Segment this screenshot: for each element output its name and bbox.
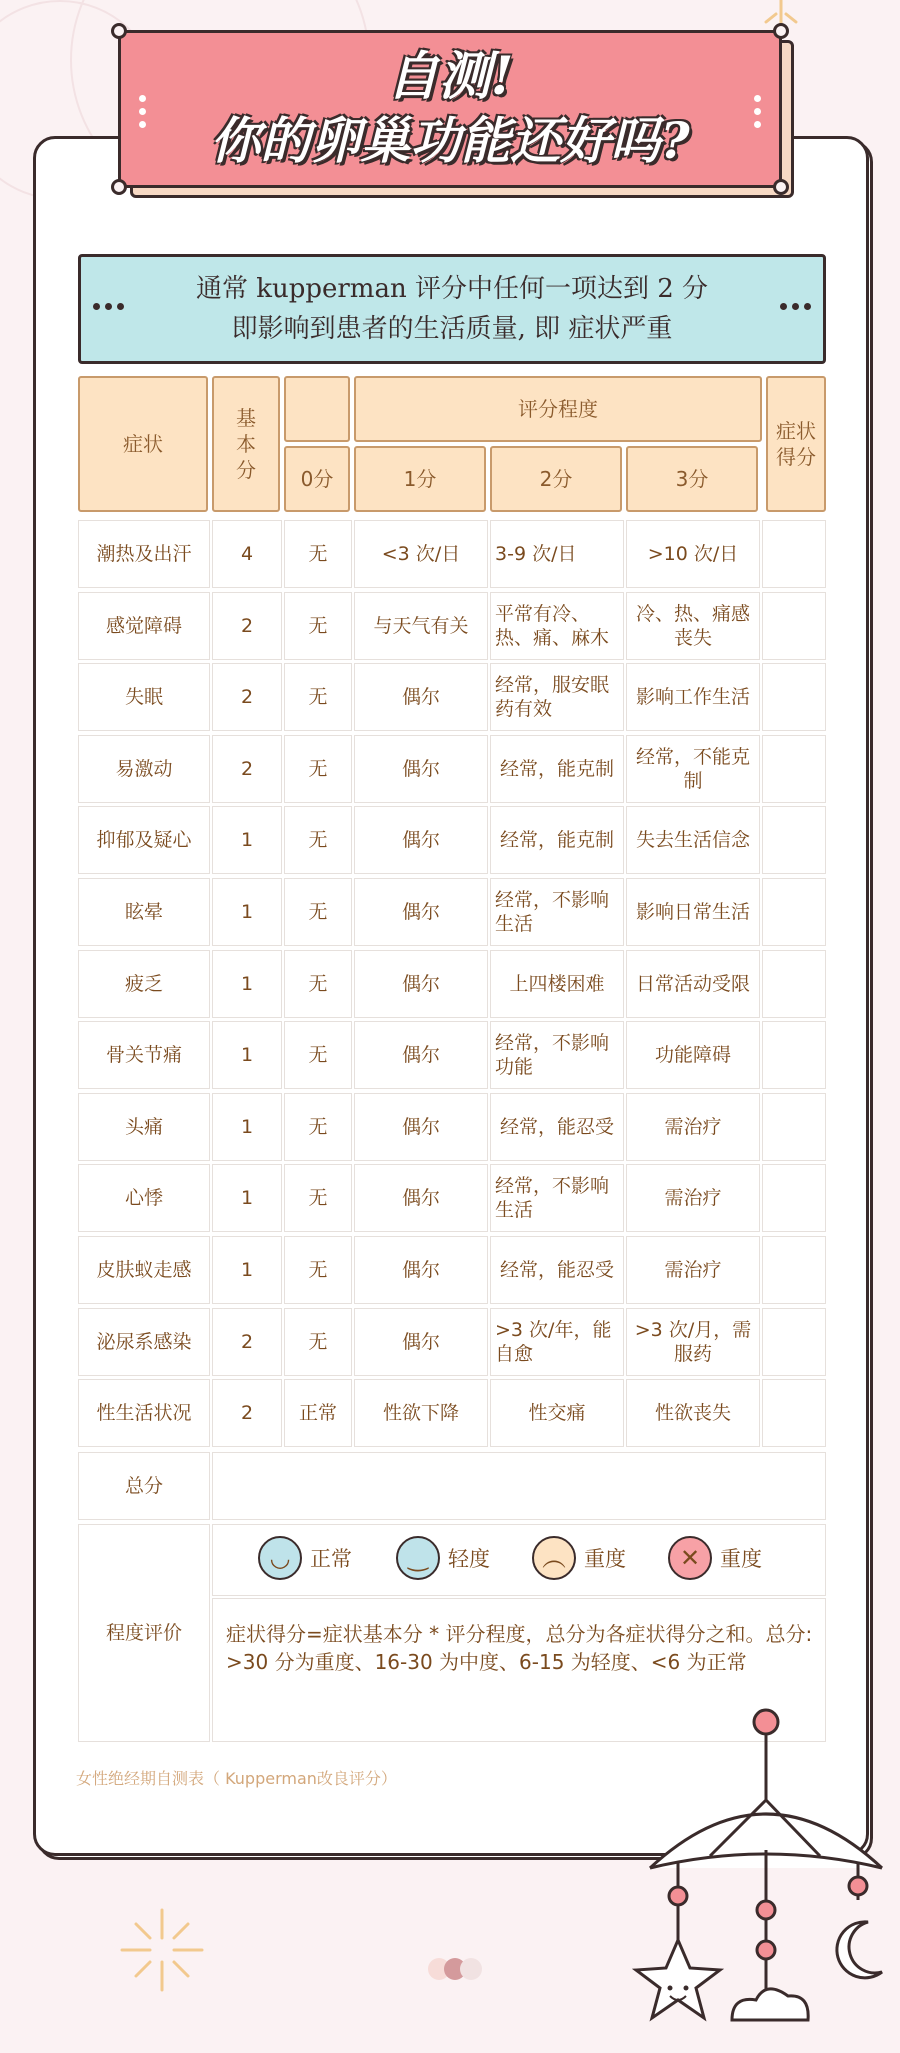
score1-cell: 偶尔 [354, 735, 488, 803]
score0-cell: 无 [284, 663, 352, 731]
score2-cell: 3-9 次/日 [490, 520, 624, 588]
page-title-line1: 自测! [386, 46, 514, 107]
score1-cell: 偶尔 [354, 1308, 488, 1376]
symptom-cell: 感觉障碍 [78, 592, 210, 660]
base-score-cell: 2 [212, 1308, 282, 1376]
title-banner [118, 30, 782, 188]
total-value [212, 1452, 826, 1520]
score0-cell: 无 [284, 592, 352, 660]
base-score-cell: 1 [212, 1093, 282, 1161]
score3-cell: 失去生活信念 [626, 806, 760, 874]
table-row [78, 1021, 826, 1089]
table-row [78, 1308, 826, 1376]
header-blank [284, 376, 350, 442]
symptom-cell: 头痛 [78, 1093, 210, 1161]
symptom-score-cell [762, 663, 826, 731]
symptom-cell: 失眠 [78, 663, 210, 731]
symptom-score-cell [762, 1308, 826, 1376]
score2-cell: 经常，能忍受 [490, 1236, 624, 1304]
score1-cell: 偶尔 [354, 950, 488, 1018]
score2-cell: 经常，能克制 [490, 735, 624, 803]
score1-cell: 与天气有关 [354, 592, 488, 660]
score1-cell: 偶尔 [354, 1164, 488, 1232]
symptom-cell: 皮肤蚁走感 [78, 1236, 210, 1304]
symptom-score-cell [762, 1021, 826, 1089]
score2-cell: 经常，不影响生活 [490, 1164, 624, 1232]
score0-cell: 无 [284, 950, 352, 1018]
neutral-face-icon: ‿ [396, 1536, 440, 1580]
score3-cell: 冷、热、痛感丧失 [626, 592, 760, 660]
score2-cell: 性交痛 [490, 1379, 624, 1447]
score0-cell: 无 [284, 878, 352, 946]
base-score-cell: 1 [212, 1021, 282, 1089]
legend-mild [396, 1536, 490, 1580]
score2-cell: 经常，不影响生活 [490, 878, 624, 946]
legend-label: 重度 [584, 1547, 626, 1571]
symptom-cell: 眩晕 [78, 878, 210, 946]
legend-label: 正常 [310, 1547, 352, 1571]
score2-cell: 经常，不影响功能 [490, 1021, 624, 1089]
header-base-score: 基本分 [212, 376, 280, 512]
score1-cell: 偶尔 [354, 663, 488, 731]
baby-mobile-icon [620, 1700, 900, 2053]
symptom-score-cell [762, 1164, 826, 1232]
base-score-cell: 1 [212, 806, 282, 874]
score3-cell: 影响日常生活 [626, 878, 760, 946]
score1-cell: 偶尔 [354, 1093, 488, 1161]
header-level-1: 1分 [354, 446, 486, 512]
base-score-cell: 1 [212, 950, 282, 1018]
header-level-3: 3分 [626, 446, 758, 512]
symptom-score-cell [762, 806, 826, 874]
subtitle-line2: 即影响到患者的生活质量, 即 症状严重 [231, 314, 673, 344]
symptom-cell: 疲乏 [78, 950, 210, 1018]
table-row [78, 878, 826, 946]
symptom-score-cell [762, 1093, 826, 1161]
symptom-cell: 骨关节痛 [78, 1021, 210, 1089]
symptom-score-cell [762, 1236, 826, 1304]
base-score-cell: 2 [212, 1379, 282, 1447]
score2-cell: 经常，服安眠药有效 [490, 663, 624, 731]
table-row [78, 950, 826, 1018]
legend-severe-1 [532, 1536, 626, 1580]
symptom-cell: 泌尿系感染 [78, 1308, 210, 1376]
symptom-score-cell [762, 878, 826, 946]
total-row [78, 1452, 826, 1520]
score3-cell: 需治疗 [626, 1164, 760, 1232]
table-row [78, 663, 826, 731]
score0-cell: 无 [284, 735, 352, 803]
legend-label: 重度 [720, 1547, 762, 1571]
score2-cell: 上四楼困难 [490, 950, 624, 1018]
base-score-cell: 2 [212, 735, 282, 803]
score3-cell: >10 次/日 [626, 520, 760, 588]
base-score-cell: 1 [212, 1236, 282, 1304]
footnote: 女性绝经期自测表（ Kupperman改良评分） [76, 1769, 397, 1788]
header-level-0: 0分 [284, 446, 350, 512]
page-title-line2: 你的卵巢功能还好吗? [210, 111, 690, 170]
header-symptom-score: 症状得分 [766, 376, 826, 512]
table-row [78, 806, 826, 874]
legend-label: 轻度 [448, 1547, 490, 1571]
subtitle-line1: 通常 kupperman 评分中任何一项达到 2 分 [195, 274, 709, 304]
score2-cell: 经常，能克制 [490, 806, 624, 874]
symptom-score-cell [762, 592, 826, 660]
header-degree: 评分程度 [354, 376, 762, 442]
legend-normal [258, 1536, 352, 1580]
score0-cell: 正常 [284, 1379, 352, 1447]
table-row [78, 1164, 826, 1232]
frown-face-icon: ︵ [532, 1536, 576, 1580]
page-indicator [428, 1958, 482, 1980]
score1-cell: 偶尔 [354, 1021, 488, 1089]
score0-cell: 无 [284, 520, 352, 588]
score0-cell: 无 [284, 1308, 352, 1376]
score3-cell: >3 次/月，需服药 [626, 1308, 760, 1376]
header-level-2: 2分 [490, 446, 622, 512]
symptom-score-cell [762, 735, 826, 803]
symptom-cell: 潮热及出汗 [78, 520, 210, 588]
score3-cell: 经常，不能克制 [626, 735, 760, 803]
score2-cell: 经常，能忍受 [490, 1093, 624, 1161]
symptom-cell: 性生活状况 [78, 1379, 210, 1447]
score0-cell: 无 [284, 806, 352, 874]
symptom-cell: 抑郁及疑心 [78, 806, 210, 874]
symptom-score-cell [762, 950, 826, 1018]
base-score-cell: 1 [212, 1164, 282, 1232]
score1-cell: 偶尔 [354, 878, 488, 946]
base-score-cell: 2 [212, 663, 282, 731]
symptom-cell: 易激动 [78, 735, 210, 803]
subtitle-box [78, 254, 826, 364]
score0-cell: 无 [284, 1093, 352, 1161]
score3-cell: 需治疗 [626, 1236, 760, 1304]
score1-cell: 偶尔 [354, 806, 488, 874]
sparkle-icon [112, 1900, 212, 2000]
score0-cell: 无 [284, 1021, 352, 1089]
table-row [78, 735, 826, 803]
score3-cell: 需治疗 [626, 1093, 760, 1161]
base-score-cell: 1 [212, 878, 282, 946]
symptom-score-cell [762, 1379, 826, 1447]
score3-cell: 性欲丧失 [626, 1379, 760, 1447]
score1-cell: <3 次/日 [354, 520, 488, 588]
score3-cell: 日常活动受限 [626, 950, 760, 1018]
dizzy-face-icon: ✕ [668, 1536, 712, 1580]
table-row [78, 592, 826, 660]
table-row [78, 1093, 826, 1161]
score0-cell: 无 [284, 1236, 352, 1304]
total-label: 总分 [78, 1452, 210, 1520]
score1-cell: 性欲下降 [354, 1379, 488, 1447]
symptom-score-cell [762, 520, 826, 588]
table-row [78, 520, 826, 588]
evaluation-note: 症状得分=症状基本分 * 评分程度，总分为各症状得分之和。总分: >30 分为重度、16-30 为中度、6-15 为轻度、<6 为正常 [226, 1622, 813, 1674]
table-row [78, 1236, 826, 1304]
table-row [78, 1379, 826, 1447]
evaluation-label: 程度评价 [78, 1524, 210, 1742]
score2-cell: >3 次/年，能自愈 [490, 1308, 624, 1376]
score1-cell: 偶尔 [354, 1236, 488, 1304]
base-score-cell: 4 [212, 520, 282, 588]
smile-face-icon: ◡ [258, 1536, 302, 1580]
header-symptom: 症状 [78, 376, 208, 512]
score2-cell: 平常有冷、热、痛、麻木 [490, 592, 624, 660]
base-score-cell: 2 [212, 592, 282, 660]
score3-cell: 功能障碍 [626, 1021, 760, 1089]
score3-cell: 影响工作生活 [626, 663, 760, 731]
symptom-cell: 心悸 [78, 1164, 210, 1232]
score0-cell: 无 [284, 1164, 352, 1232]
legend-severe-2 [668, 1536, 762, 1580]
